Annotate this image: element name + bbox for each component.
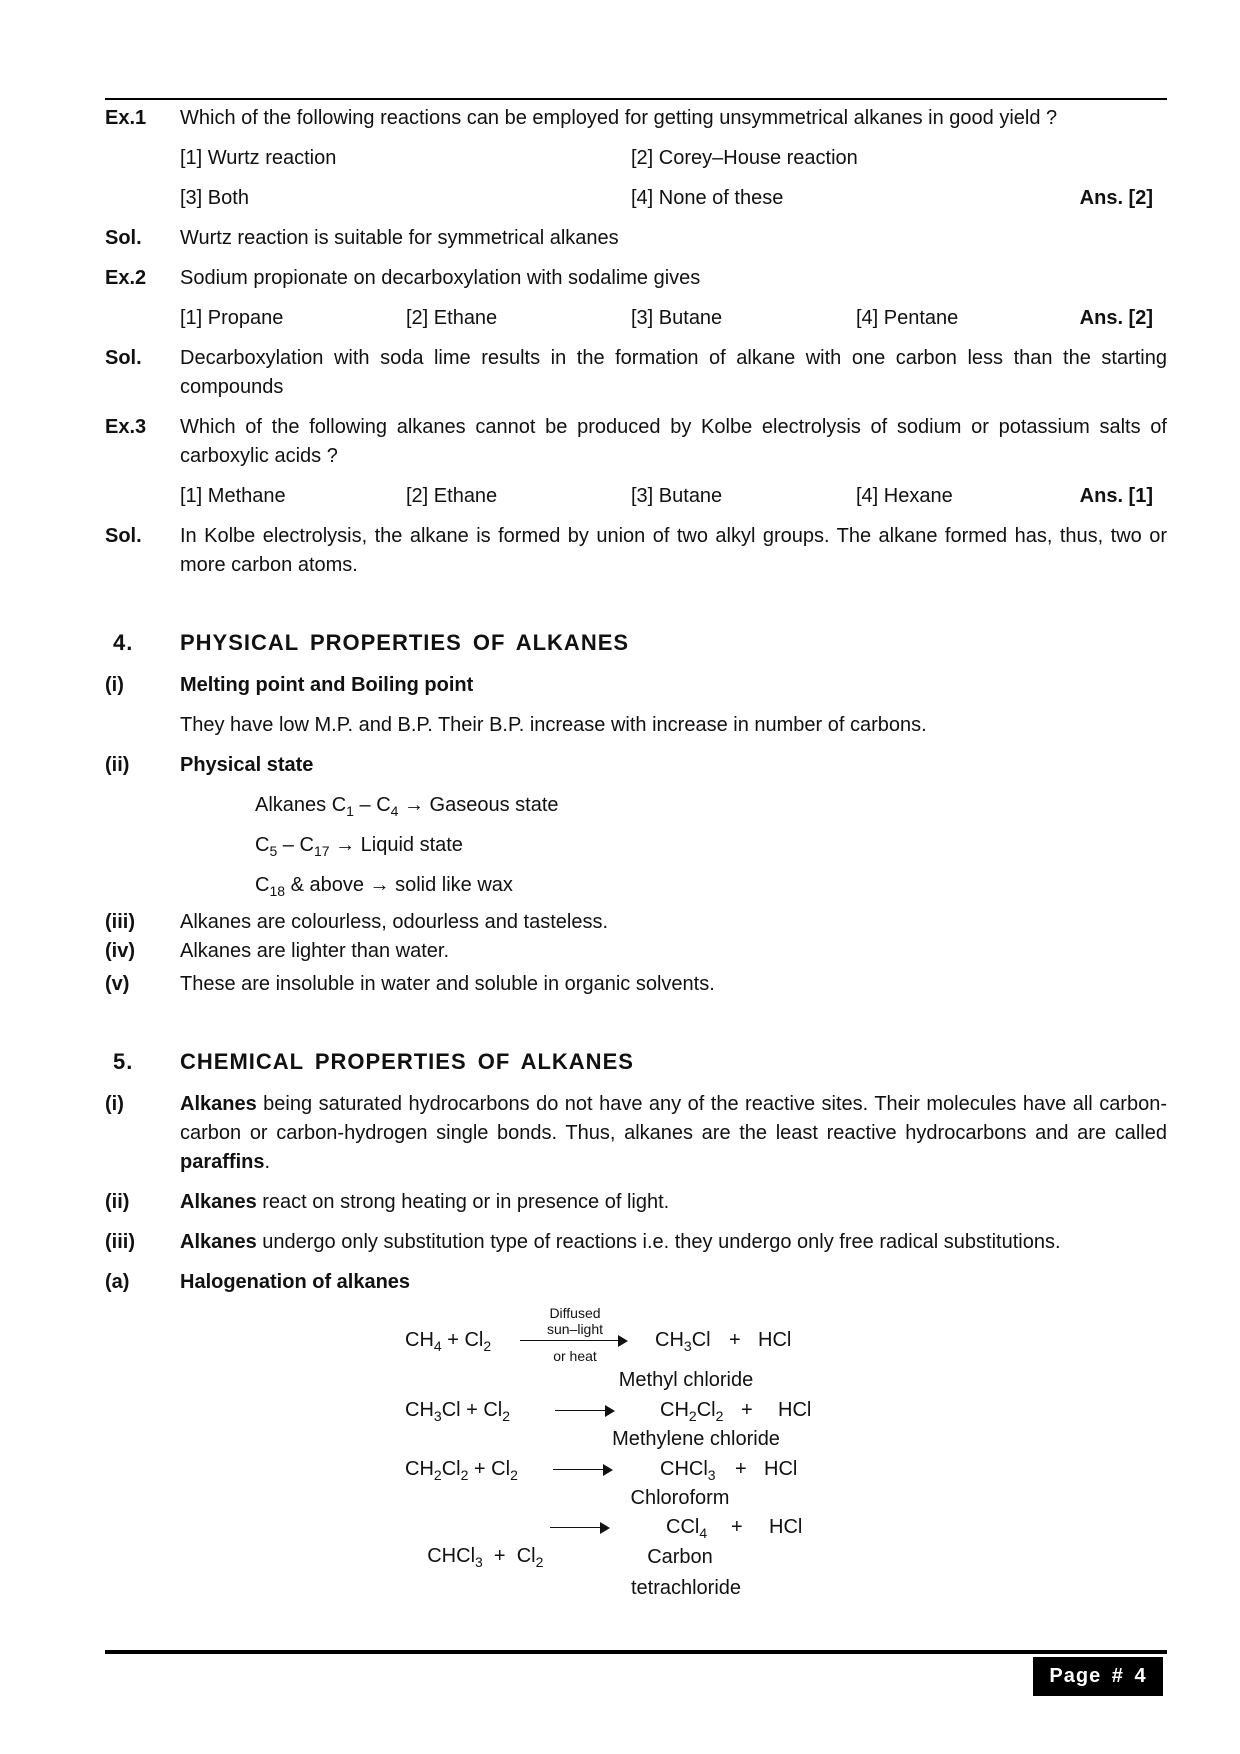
state-text: C (255, 874, 270, 896)
example-label: Ex.3 (105, 416, 147, 438)
subscript: 2 (535, 1554, 544, 1570)
option-1: [1] Methane (180, 485, 286, 507)
state-text: → Gaseous state (398, 794, 559, 816)
state-text: & above → solid like wax (285, 874, 513, 896)
answer: Ans. [2] (1079, 187, 1153, 209)
byproduct: HCl (778, 1399, 812, 1421)
bottom-rule (105, 1650, 1167, 1654)
formula-text: CH (655, 1329, 684, 1351)
subscript: 2 (433, 1467, 442, 1483)
subscript: 17 (313, 843, 330, 859)
item-text (180, 1228, 1167, 1257)
section-number: 4. (113, 630, 134, 655)
product-name: Methylene chloride (612, 1428, 780, 1450)
state-text: – C (277, 834, 314, 856)
arrow-icon (555, 1410, 607, 1411)
option-3: [3] Butane (631, 307, 723, 329)
bold-term: paraffins (180, 1151, 265, 1173)
condition-text: sun–light (546, 1321, 604, 1337)
subscript: 2 (688, 1408, 697, 1424)
byproduct: HCl (769, 1516, 803, 1538)
state-solid (255, 871, 513, 900)
formula-text: + Cl (441, 1329, 484, 1351)
plus-sign: + (729, 1329, 741, 1351)
subscript: 1 (346, 803, 354, 819)
item-text (180, 1188, 1167, 1217)
subscript: 2 (483, 1338, 492, 1354)
solution-label: Sol. (105, 525, 142, 547)
formula-text: Cl + Cl (441, 1399, 503, 1421)
plus-sign: + (731, 1516, 743, 1538)
solution-text-line-1: Decarboxylation with soda lime results in the formation of alkane with one carbon less than the starting (180, 347, 1167, 369)
solution-text-line-2: more carbon atoms. (180, 554, 358, 576)
item-label: (iv) (105, 940, 135, 962)
item-text-line-1 (180, 1090, 1167, 1119)
option-3: [3] Both (180, 187, 249, 209)
item-title: Physical state (180, 754, 314, 776)
option-4: [4] None of these (631, 187, 784, 209)
item-text: These are insoluble in water and soluble in organic solvents. (180, 973, 715, 995)
section-title: PHYSICAL PROPERTIES OF ALKANES (180, 630, 630, 655)
example-label: Ex.1 (105, 107, 147, 129)
product-name: Methyl chloride (618, 1369, 754, 1391)
bold-term: Alkanes (180, 1231, 257, 1253)
state-text: Alkanes C (255, 794, 347, 816)
subscript: 4 (699, 1525, 708, 1541)
reactant (405, 1513, 543, 1600)
item-label: (iii) (105, 911, 135, 933)
state-text: C (255, 834, 270, 856)
answer: Ans. [1] (1079, 485, 1153, 507)
formula-text: Cl (441, 1458, 461, 1480)
solution-label: Sol. (105, 227, 142, 249)
plus-sign: + (735, 1458, 747, 1480)
item-title: Melting point and Boiling point (180, 674, 474, 696)
arrow-head-icon (605, 1405, 615, 1417)
condition-top (520, 1305, 630, 1337)
section-title: CHEMICAL PROPERTIES OF ALKANES (180, 1049, 634, 1074)
state-gaseous (255, 791, 559, 820)
item-label: (ii) (105, 1191, 130, 1213)
formula-text: CHCl (427, 1545, 476, 1567)
question-text: Sodium propionate on decarboxylation with sodalime gives (180, 267, 701, 289)
product-name-line-1: Carbon (647, 1546, 713, 1568)
subscript: 2 (502, 1408, 511, 1424)
formula-text: CH (405, 1458, 434, 1480)
subscript: 4 (390, 803, 399, 819)
arrow-icon (550, 1527, 602, 1528)
formula-text: Cl (691, 1329, 711, 1351)
reactant (405, 1396, 510, 1425)
state-text: – C (353, 794, 391, 816)
formula-text: CH (405, 1399, 434, 1421)
state-text: → Liquid state (329, 834, 463, 856)
question-text: Which of the following reactions can be employed for getting unsymmetrical alkanes in good yield ? (180, 107, 1058, 129)
subscript: 2 (510, 1467, 518, 1483)
solution-text-line-1: In Kolbe electrolysis, the alkane is formed by union of two alkyl groups. The alkane formed has, thus, two or (180, 525, 1167, 547)
solution-text: Wurtz reaction is suitable for symmetrical alkanes (180, 227, 619, 249)
bold-term: Alkanes (180, 1191, 257, 1213)
option-4: [4] Hexane (856, 485, 953, 507)
product (666, 1513, 707, 1542)
product (660, 1396, 723, 1425)
arrow-head-icon (603, 1464, 613, 1476)
condition-bottom: or heat (553, 1348, 597, 1364)
option-4: [4] Pentane (856, 307, 959, 329)
subscript: 4 (433, 1338, 442, 1354)
formula-text: CH (660, 1399, 689, 1421)
formula-text: CCl (666, 1516, 700, 1538)
subscript: 3 (707, 1467, 716, 1483)
subscript: 3 (475, 1554, 483, 1570)
product (660, 1455, 716, 1484)
item-text: undergo only substitution type of reactions i.e. they undergo only free radical substitutions. (256, 1231, 1061, 1253)
item-text: Alkanes are lighter than water. (180, 940, 450, 962)
item-text-line-2: carbon or carbon-hydrogen single bonds. Thus, alkanes are the least reactive hydrocarbons and are called (180, 1122, 1167, 1144)
subscript: 2 (715, 1408, 724, 1424)
option-3: [3] Butane (631, 485, 723, 507)
subscript: 3 (683, 1338, 692, 1354)
arrow-head-icon (618, 1335, 628, 1347)
option-2: [2] Ethane (406, 485, 498, 507)
byproduct: HCl (764, 1458, 798, 1480)
product-name: Chloroform (630, 1487, 730, 1509)
item-text: being saturated hydrocarbons do not have any of the reactive sites. Their molecules have all carbon- (256, 1093, 1167, 1115)
option-2: [2] Ethane (406, 307, 498, 329)
subscript: 18 (269, 883, 286, 899)
formula-text: + Cl (468, 1458, 511, 1480)
formula-text: CH (405, 1329, 434, 1351)
answer: Ans. [2] (1079, 307, 1153, 329)
solution-text-line-2: compounds (180, 376, 284, 398)
item-label: (ii) (105, 754, 130, 776)
item-text: react on strong heating or in presence of light. (256, 1191, 670, 1213)
section-number: 5. (113, 1049, 134, 1074)
arrow-icon (553, 1469, 605, 1470)
top-rule (105, 98, 1167, 100)
byproduct: HCl (758, 1329, 792, 1351)
option-1: [1] Propane (180, 307, 284, 329)
item-label: (i) (105, 1093, 124, 1115)
subscript: 5 (269, 843, 278, 859)
condition-text: Diffused (549, 1305, 601, 1321)
subscript: 3 (433, 1408, 442, 1424)
reactant (405, 1326, 491, 1355)
item-text-line-3 (180, 1148, 1167, 1177)
plus-sign: + (741, 1399, 753, 1421)
item-label: (iii) (105, 1231, 135, 1253)
reactant (405, 1455, 518, 1484)
option-2: [2] Corey–House reaction (631, 147, 858, 169)
arrow-icon (520, 1340, 620, 1341)
formula-text: Cl (696, 1399, 716, 1421)
item-label: (v) (105, 973, 130, 995)
item-text: . (264, 1151, 271, 1173)
item-text: They have low M.P. and B.P. Their B.P. increase with increase in number of carbons. (180, 714, 927, 736)
question-text-line-2: carboxylic acids ? (180, 445, 338, 467)
arrow-head-icon (600, 1522, 610, 1534)
state-liquid (255, 831, 463, 860)
option-1: [1] Wurtz reaction (180, 147, 337, 169)
item-label: (a) (105, 1271, 130, 1293)
bold-term: Alkanes (180, 1093, 257, 1115)
formula-text: + Cl (482, 1545, 536, 1567)
example-label: Ex.2 (105, 267, 147, 289)
item-title: Halogenation of alkanes (180, 1271, 411, 1293)
item-text: Alkanes are colourless, odourless and tasteless. (180, 911, 609, 933)
item-label: (i) (105, 674, 124, 696)
formula-text: CHCl (660, 1458, 708, 1480)
question-text-line-1: Which of the following alkanes cannot be produced by Kolbe electrolysis of sodium or potassium salts of (180, 416, 1167, 438)
product (655, 1326, 711, 1355)
product-name-line-2: tetrachloride (630, 1577, 742, 1599)
subscript: 2 (460, 1467, 469, 1483)
solution-label: Sol. (105, 347, 142, 369)
page-number-badge: Page # 4 (1033, 1657, 1163, 1696)
